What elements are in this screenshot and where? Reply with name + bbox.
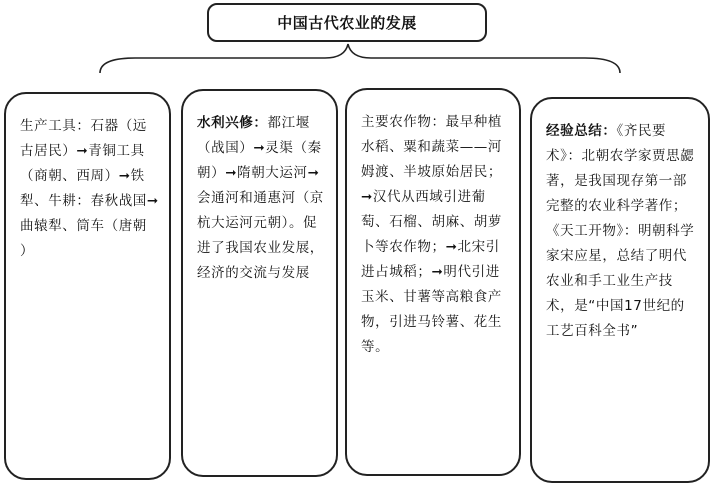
curly-brace-connector [0,0,715,100]
card-production-tools [4,92,171,480]
card-label: 经验总结： [546,123,617,139]
card-text: 《齐民要术》：北朝农学家贾思勰著，是我国现存第一部完整的农业科学著作；《天工开物》：明朝科学家宋应星，总结了明代农业和手工业生产技术，是“中国17世纪的工艺百科全书” [546,123,695,339]
card-experience-summary [530,97,710,483]
card-label: 主要农作物： [361,114,446,130]
diagram-title: 中国古代农业的发展 [207,3,487,42]
card-water-conservancy [181,89,338,477]
card-text: 石器（远古居民）➞青铜工具（商朝、西周）➞铁犁、牛耕：春秋战国➞曲辕犁、筒车（唐朝 ） [20,118,159,259]
card-text: 最早种植水稻、粟和蔬菜——河姆渡、半坡原始居民；➞汉代从西域引进葡萄、石榴、胡麻、胡萝卜等农作物；➞北宋引进占城稻；➞明代引进玉米、甘薯等高粮食产物，引进马铃薯、花生等。 [361,114,503,355]
card-text: 都江堰（战国）➞灵渠（秦朝）➞隋朝大运河➞会通河和通惠河（京杭大运河元朝）。促进了我国农业发展，经济的交流与发展 [197,115,324,281]
card-label: 水利兴修： [197,115,268,131]
card-main-crops [345,88,521,476]
card-label: 生产工具： [20,118,91,134]
